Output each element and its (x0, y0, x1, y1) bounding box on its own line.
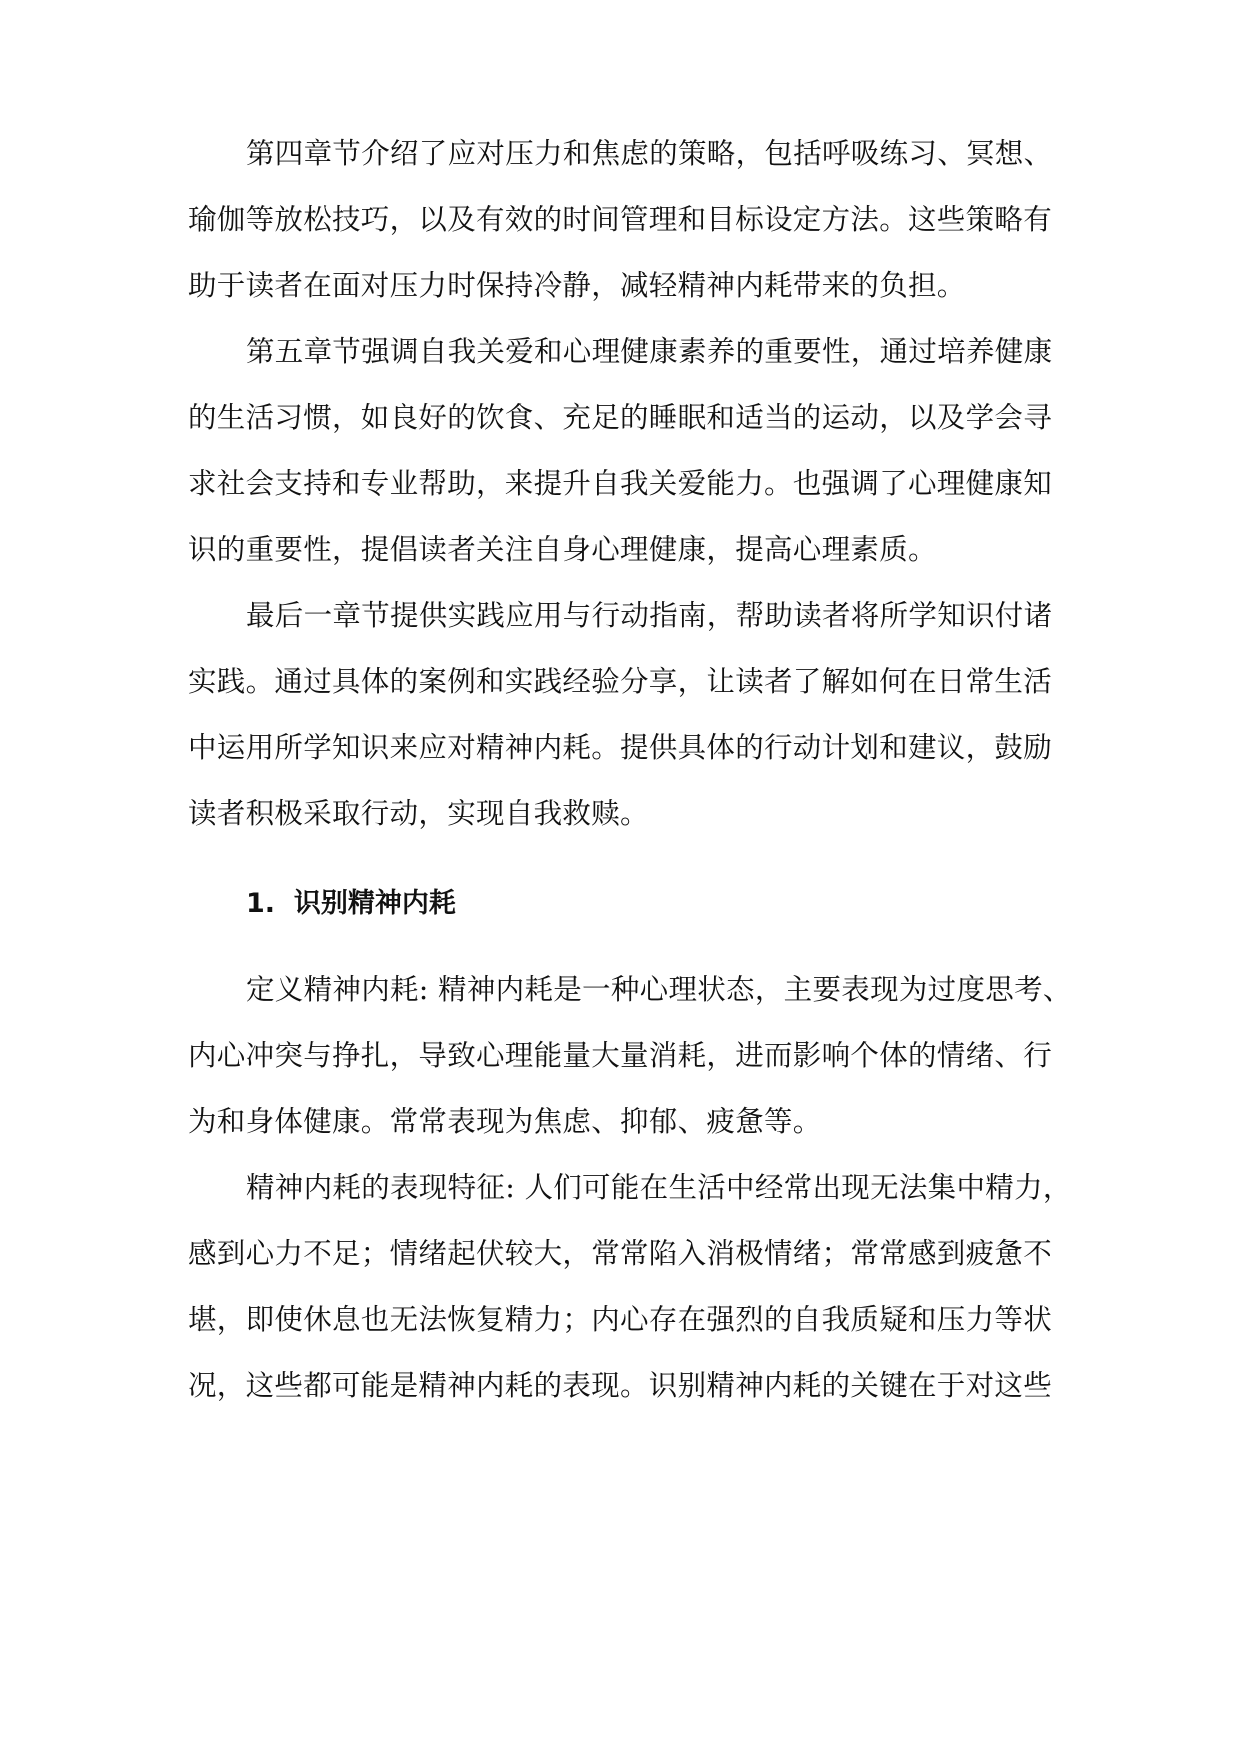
paragraph-line: 堪，即使休息也无法恢复精力；内心存在强烈的自我质疑和压力等状 (188, 1303, 1053, 1336)
section-number: 1. (246, 888, 276, 919)
paragraph-line: 定义精神内耗: 精神内耗是一种心理状态，主要表现为过度思考、 (246, 973, 1072, 1006)
paragraph-line: 为和身体健康。常常表现为焦虑、抑郁、疲惫等。 (188, 1105, 822, 1138)
paragraph-line: 精神内耗的表现特征: 人们可能在生活中经常出现无法集中精力， (246, 1171, 1072, 1204)
paragraph-line: 读者积极采取行动，实现自我救赎。 (188, 797, 649, 830)
paragraph-line: 第五章节强调自我关爱和心理健康素养的重要性，通过培养健康 (246, 335, 1053, 368)
paragraph-line: 实践。通过具体的案例和实践经验分享，让读者了解如何在日常生活 (188, 665, 1053, 698)
paragraph-line: 第四章节介绍了应对压力和焦虑的策略，包括呼吸练习、冥想、 (246, 137, 1053, 170)
paragraph-line: 的生活习惯，如良好的饮食、充足的睡眠和适当的运动，以及学会寻 (188, 401, 1053, 434)
paragraph-line: 感到心力不足；情绪起伏较大，常常陷入消极情绪；常常感到疲惫不 (188, 1237, 1053, 1270)
paragraph-line: 瑜伽等放松技巧，以及有效的时间管理和目标设定方法。这些策略有 (188, 203, 1053, 236)
paragraph-line: 中运用所学知识来应对精神内耗。提供具体的行动计划和建议，鼓励 (188, 731, 1053, 764)
section-heading (246, 884, 456, 924)
paragraph-line: 最后一章节提供实践应用与行动指南，帮助读者将所学知识付诸 (246, 599, 1053, 632)
section-title: 识别精神内耗 (293, 888, 456, 919)
paragraph-line: 识的重要性，提倡读者关注自身心理健康，提高心理素质。 (188, 533, 937, 566)
paragraph-line: 内心冲突与挣扎，导致心理能量大量消耗，进而影响个体的情绪、行 (188, 1039, 1053, 1072)
paragraph-line: 况，这些都可能是精神内耗的表现。识别精神内耗的关键在于对这些 (188, 1369, 1053, 1402)
paragraph-line: 求社会支持和专业帮助，来提升自我关爱能力。也强调了心理健康知 (188, 467, 1053, 500)
paragraph-line: 助于读者在面对压力时保持冷静，减轻精神内耗带来的负担。 (188, 269, 966, 302)
